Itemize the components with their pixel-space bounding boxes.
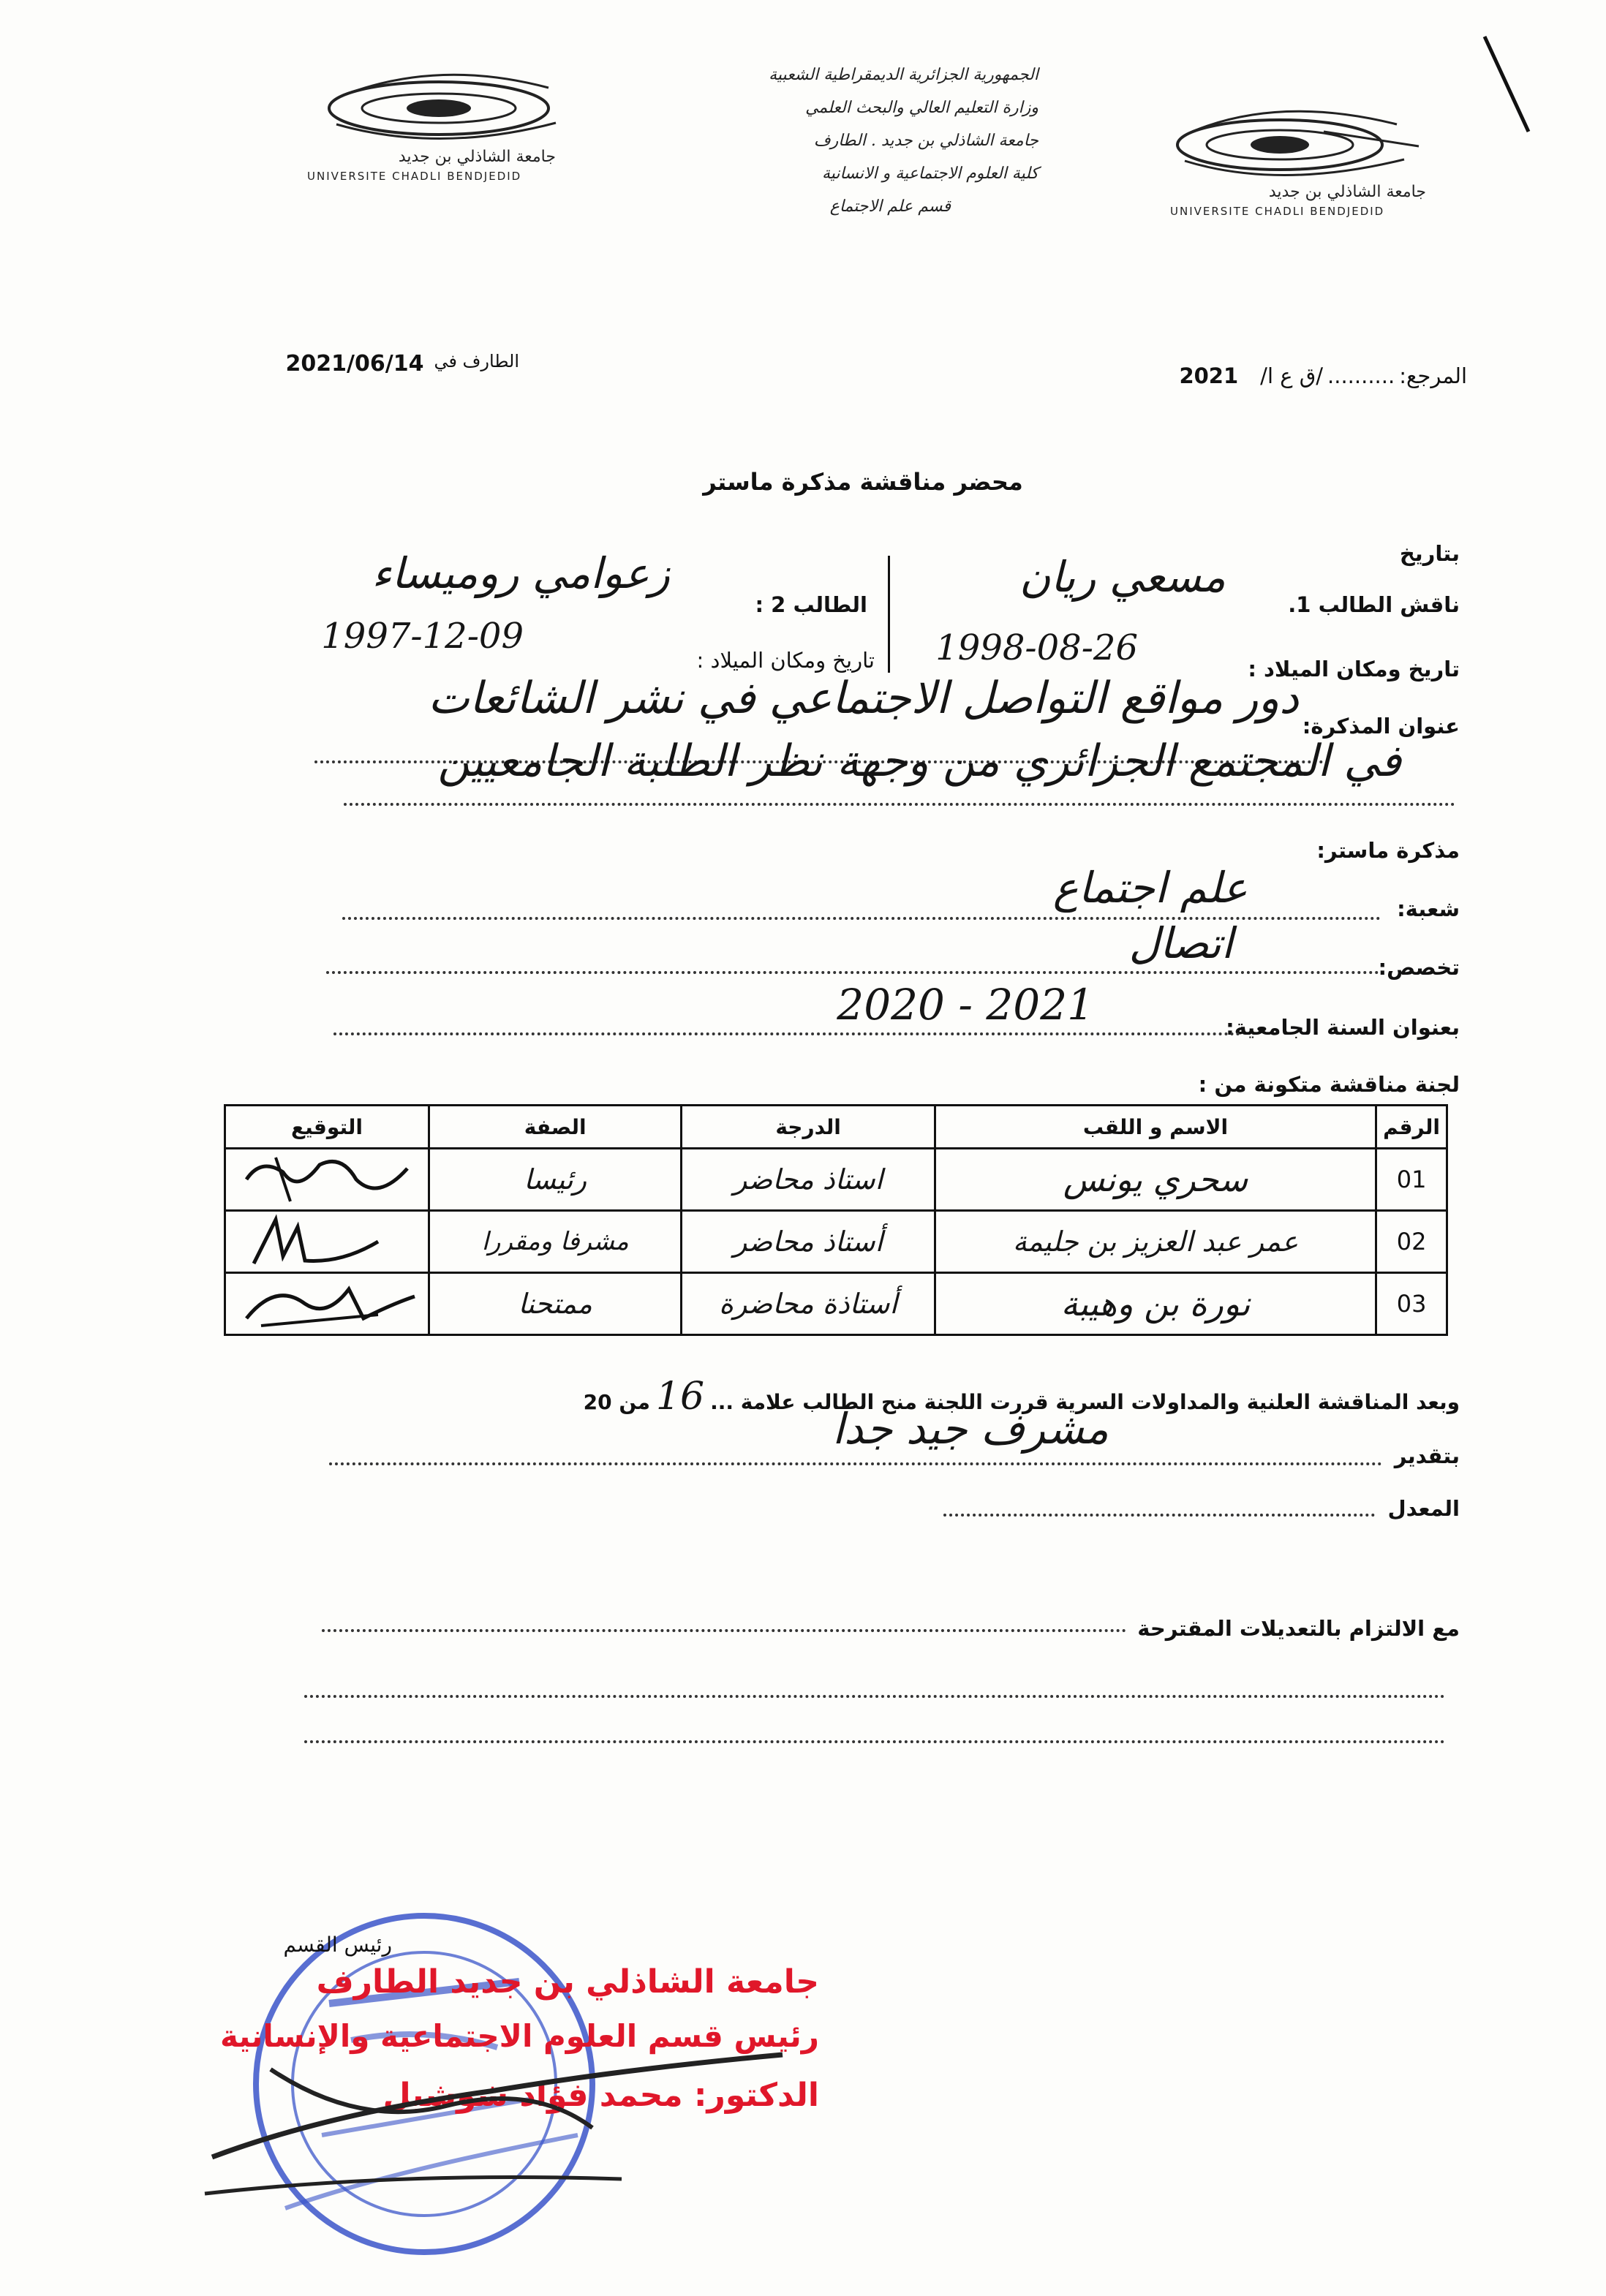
birth1-label: تاريخ ومكان الميلاد : [1248,657,1460,681]
corrections-dotted-line [322,1629,1126,1632]
program-label: مذكرة ماستر: [1316,838,1460,863]
grade-value: مشرف جيد جدا [832,1404,1109,1454]
row-grade: استاذ محاضر [682,1149,935,1211]
red-stamp-line2: رئيس قسم العلوم الاجتماعية والإنسانية [219,2018,819,2054]
row-role: رئيسا [429,1149,682,1211]
corrections-label: مع الالتزام بالتعديلات المقترحة [1137,1616,1460,1641]
university-logo-right [1163,102,1441,219]
head-of-department-label: رئيس القسم [283,1933,392,1957]
page-title: محضر مناقشة مذكرة ماستر [703,468,1023,496]
reference-code: /ق ع ا/ [1260,363,1324,388]
committee-header-row [225,1106,1447,1149]
handwritten-signature [232,1150,422,1206]
branch-value: علم اجتماع [1052,863,1248,913]
reference-line [1058,363,1467,388]
student1-birth: 1998-08-26 [935,627,1138,668]
red-stamp-line1: جامعة الشاذلي بن جديد الطارف [316,1963,819,2001]
university-logo-left [300,66,578,190]
corrections-dotted-line [304,1740,1445,1743]
reference-dots: .......... [1327,363,1395,388]
row-name: نورة بن وهيبة [935,1273,1376,1335]
corner-mark [1477,29,1543,139]
reference-label: المرجع: [1399,363,1467,388]
university-emblem-icon [300,66,578,154]
academic-year-dotted-line [333,1032,1240,1035]
row-role: مشرفا ومقررا [429,1211,682,1273]
reference-year: 2021 [1179,363,1239,388]
table-row [225,1273,1447,1335]
row-grade: أستاذة محاضرة [682,1273,935,1335]
result-sentence: وبعد المناقشة العلنية والمداولات السرية قررت اللجنة منح الطالب علامة ... [710,1390,1460,1414]
handwritten-signature [232,1212,422,1268]
row-num: 02 [1376,1211,1447,1273]
row-role: ممتحنا [429,1273,682,1335]
university-line: جامعة الشاذلي بن جديد . الطارف [813,132,1038,150]
row-signature [225,1149,429,1211]
result-mark: 16 [655,1375,705,1419]
row-num: 01 [1376,1149,1447,1211]
place-date-line [241,351,519,377]
handwritten-signature [232,1274,422,1330]
student2-birth: 1997-12-09 [321,616,524,657]
header-name: الاسم و اللقب [935,1106,1376,1149]
row-name: سحري يونس [935,1149,1376,1211]
department-line: قسم علم الاجتماع [829,197,951,216]
institution-header [658,66,1038,216]
specialty-value: اتصال [1128,918,1233,968]
republic-line: الجمهورية الجزائرية الديمقراطية الشعبية [769,66,1038,84]
row-grade: أستاذ محاضر [682,1211,935,1273]
thesis-dotted-line [344,803,1455,806]
logo-latin-name: UNIVERSITE CHADLI BENDJEDID [307,170,522,183]
header-role: الصفة [429,1106,682,1149]
logo-arabic-name: جامعة الشاذلي بن جديد [1268,183,1426,201]
logo-arabic-name: جامعة الشاذلي بن جديد [398,148,556,166]
table-row [225,1149,1447,1211]
committee-label: لجنة مناقشة متكونة من : [1198,1072,1460,1097]
birth2-label: تاريخ ومكان الميلاد : [696,648,875,673]
corrections-dotted-line [304,1695,1445,1698]
average-label: المعدل [1387,1496,1460,1521]
logo-latin-name: UNIVERSITE CHADLI BENDJEDID [1170,205,1385,218]
ministry-line: وزارة التعليم العالي والبحث العلمي [805,99,1038,117]
student1-label: ناقش الطالب 1. [1288,592,1460,617]
place-date-label: الطارف في [434,351,519,371]
header-num: الرقم [1376,1106,1447,1149]
row-num: 03 [1376,1273,1447,1335]
row-name: عمر عبد العزيز بن جليمة [935,1211,1376,1273]
date-label: بتاريخ [1399,541,1460,566]
student2-label: الطالب 2 : [755,592,867,617]
thesis-label: عنوان المذكرة: [1302,714,1460,739]
specialty-label: تخصص: [1378,955,1460,980]
specialty-dotted-line [326,971,1379,974]
thesis-title-line1: دور مواقع التواصل الاجتماعي في نشر الشائعات [428,673,1299,724]
head-signature [183,2025,841,2216]
average-dotted-line [943,1514,1375,1517]
header-grade: الدرجة [682,1106,935,1149]
thesis-title-line2: في المجتمع الجزائري من وجهة نظر الطلبة الجامعيين [437,736,1401,787]
grade-dotted-line [329,1462,1382,1465]
student-divider [888,556,890,673]
university-emblem-icon [1163,102,1441,190]
table-row [225,1211,1447,1273]
student1-name: مسعي ريان [1019,552,1226,602]
header-signature: التوقيع [225,1106,429,1149]
place-date-value: 2021/06/14 [285,351,424,377]
grade-label: بتقدير [1394,1443,1460,1468]
committee-table [224,1104,1448,1336]
red-stamp-line3: الدكتور: محمد فؤاد شوشيل [382,2077,819,2114]
faculty-line: كلية العلوم الاجتماعية و الانسانية [821,165,1038,183]
row-signature [225,1211,429,1273]
student2-name: زعوامي روميساء [372,548,670,598]
result-out-of: من 20 [583,1390,650,1414]
branch-label: شعبة: [1397,896,1460,921]
academic-year-label: بعنوان السنة الجامعية: [1226,1015,1460,1040]
academic-year-value: 2021 - 2020 [837,980,1094,1030]
row-signature [225,1273,429,1335]
